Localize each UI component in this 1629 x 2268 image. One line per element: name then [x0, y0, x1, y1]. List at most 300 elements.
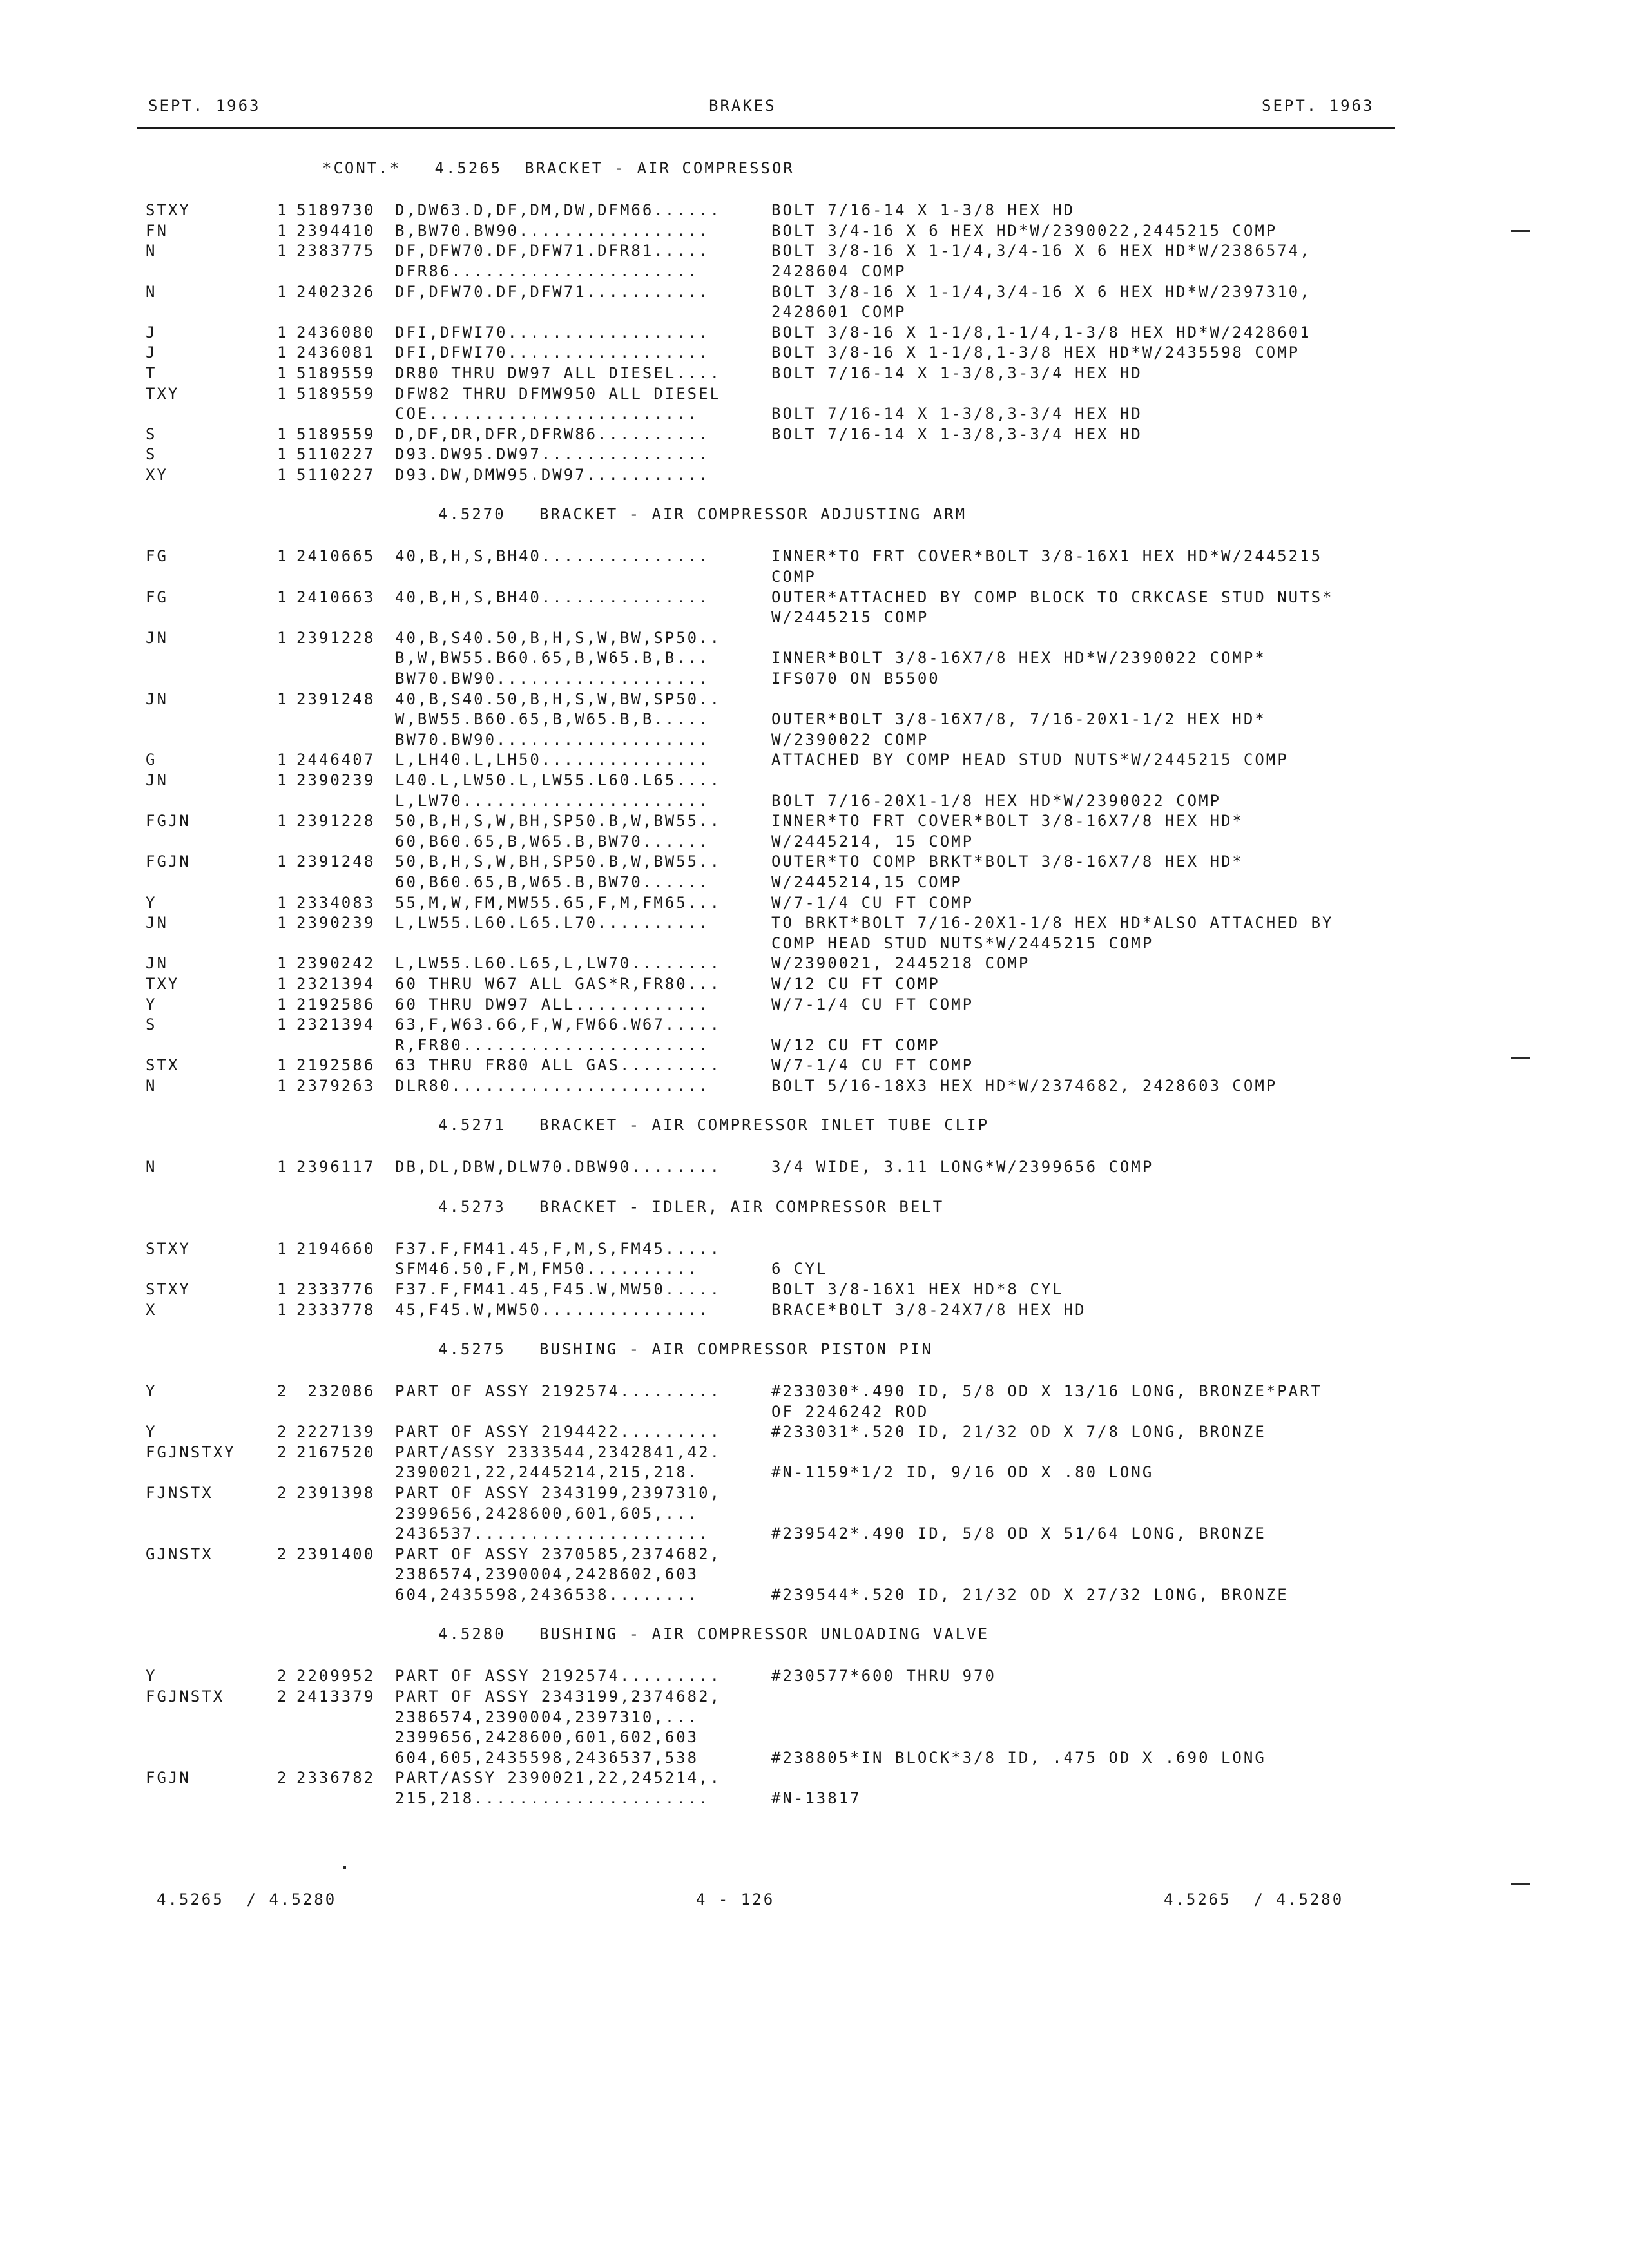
model-code: J [146, 343, 157, 362]
description: #239544*.520 ID, 21/32 OD X 27/32 LONG, BRONZE [771, 1586, 1289, 1604]
application: 50,B,H,S,W,BH,SP50.B,W,BW55.. [395, 852, 722, 871]
entry-line [0, 240, 1629, 261]
description: W/7-1/4 CU FT COMP [771, 893, 974, 912]
model-code: N [146, 282, 157, 301]
quantity: 1 [277, 1056, 289, 1075]
part-number: 5110227 [296, 445, 376, 464]
part-number: 2410663 [296, 588, 376, 606]
description: BOLT 7/16-14 X 1-3/8,3-3/4 HEX HD [771, 405, 1142, 423]
application: 60,B60.65,B,W65.B,BW70...... [395, 873, 710, 891]
entry-line [0, 261, 1629, 282]
entry-line [0, 668, 1629, 689]
part-number: 2321394 [296, 975, 376, 993]
description: W/7-1/4 CU FT COMP [771, 1056, 974, 1075]
entry-line [0, 1300, 1629, 1320]
section-title: *CONT.* 4.5265 BRACKET - AIR COMPRESSOR [322, 159, 795, 177]
application: 2436537..................... [395, 1524, 710, 1543]
entry-line [0, 1401, 1629, 1422]
entry-line [0, 1686, 1629, 1707]
entry-line [0, 1544, 1629, 1564]
model-code: STX [146, 1056, 180, 1075]
part-number: 2390239 [296, 914, 376, 932]
application: 604,2435598,2436538........ [395, 1586, 699, 1604]
entry-line [0, 1788, 1629, 1809]
entry-line [0, 403, 1629, 424]
quantity: 1 [277, 323, 289, 341]
entry-line [0, 1503, 1629, 1524]
application: B,W,BW55.B60.65,B,W65.B,B... [395, 649, 710, 668]
section-title: 4.5273 BRACKET - IDLER, AIR COMPRESSOR BELT [438, 1197, 945, 1216]
part-number: 2391248 [296, 689, 376, 708]
part-number: 2227139 [296, 1423, 376, 1441]
application: 60 THRU DW97 ALL............ [395, 995, 710, 1014]
application: 2386574,2390004,2397310,... [395, 1707, 699, 1726]
application: 2399656,2428600,601,605,... [395, 1504, 699, 1523]
section-title: 4.5275 BUSHING - AIR COMPRESSOR PISTON PIN [438, 1340, 933, 1358]
part-number: 2209952 [296, 1667, 376, 1686]
entry-line [0, 1035, 1629, 1055]
part-number: 2446407 [296, 751, 376, 769]
entry-line [0, 1055, 1629, 1075]
application: DLR80....................... [395, 1077, 710, 1095]
application: 40,B,H,S,BH40............... [395, 588, 710, 606]
model-code: FN [146, 221, 168, 240]
quantity: 1 [277, 547, 289, 566]
header-date-left: SEPT. 1963 [148, 97, 261, 115]
description: BOLT 7/16-14 X 1-3/8,3-3/4 HEX HD [771, 425, 1142, 443]
entry-line [0, 1238, 1629, 1259]
entry-line [0, 648, 1629, 668]
application: 2390021,22,2445214,215,218. [395, 1463, 699, 1482]
entry-line [0, 912, 1629, 933]
application: COE........................ [395, 405, 699, 423]
quantity: 1 [277, 893, 289, 912]
quantity: 2 [277, 1382, 289, 1400]
entry-line [0, 1727, 1629, 1747]
quantity: 1 [277, 975, 289, 993]
quantity: 1 [277, 751, 289, 769]
model-code: T [146, 364, 157, 382]
entry-line [0, 628, 1629, 648]
quantity: 1 [277, 628, 289, 647]
description: #233030*.490 ID, 5/8 OD X 13/16 LONG, BRONZE*PART [771, 1382, 1323, 1400]
part-number: 232086 [296, 1382, 376, 1400]
description: TO BRKT*BOLT 7/16-20X1-1/8 HEX HD*ALSO ATTACHED BY [771, 914, 1334, 932]
part-number: 2336782 [296, 1769, 376, 1787]
application: W,BW55.B60.65,B,W65.B,B..... [395, 710, 710, 729]
entry-line [0, 811, 1629, 831]
entry-line [0, 363, 1629, 383]
entry-line [0, 1442, 1629, 1463]
application: PART/ASSY 2333544,2342841,42. [395, 1443, 722, 1461]
description: BOLT 3/8-16 X 1-1/8,1-1/4,1-3/8 HEX HD*W/2428601 [771, 323, 1311, 341]
part-number: 2334083 [296, 893, 376, 912]
entry-line [0, 1767, 1629, 1788]
entry-line [0, 709, 1629, 729]
application: L,LW55.L60.L65.L70.......... [395, 914, 710, 932]
description: W/12 CU FT COMP [771, 975, 940, 993]
application: D93.DW95.DW97............... [395, 445, 710, 464]
description: W/2390022 COMP [771, 730, 929, 749]
part-number: 2390242 [296, 954, 376, 973]
entry-line [0, 729, 1629, 750]
application: 63 THRU FR80 ALL GAS......... [395, 1056, 722, 1075]
application: 50,B,H,S,W,BH,SP50.B,W,BW55.. [395, 812, 722, 831]
part-number: 2413379 [296, 1687, 376, 1706]
part-number: 2396117 [296, 1158, 376, 1177]
part-number: 2391228 [296, 812, 376, 831]
model-code: N [146, 1158, 157, 1177]
entry-line [0, 424, 1629, 445]
application: L,LW55.L60.L65,L,LW70........ [395, 954, 722, 973]
entry-line [0, 1157, 1629, 1177]
header-date-right: SEPT. 1963 [1262, 97, 1374, 115]
model-code: X [146, 1300, 157, 1319]
part-number: 5189730 [296, 201, 376, 220]
application: PART OF ASSY 2370585,2374682, [395, 1544, 722, 1563]
description: W/2445214, 15 COMP [771, 832, 974, 850]
description: #N-1159*1/2 ID, 9/16 OD X .80 LONG [771, 1463, 1154, 1482]
model-code: J [146, 323, 157, 341]
model-code: STXY [146, 1239, 191, 1258]
application: BW70.BW90................... [395, 669, 710, 687]
quantity: 2 [277, 1443, 289, 1461]
application: DFW82 THRU DFMW950 ALL DIESEL [395, 384, 722, 403]
application: R,FR80...................... [395, 1035, 710, 1054]
stray-dot [343, 1866, 346, 1869]
model-code: TXY [146, 384, 180, 403]
description: INNER*TO FRT COVER*BOLT 3/8-16X1 HEX HD*W/2445215 [771, 547, 1323, 566]
description: BRACE*BOLT 3/8-24X7/8 HEX HD [771, 1300, 1086, 1319]
entry-line [0, 791, 1629, 811]
application: 55,M,W,FM,MW55.65,F,M,FM65... [395, 893, 722, 912]
entry-line [0, 383, 1629, 404]
description: BOLT 7/16-20X1-1/8 HEX HD*W/2390022 COMP [771, 791, 1221, 810]
application: DF,DFW70.DF,DFW71.DFR81..... [395, 242, 710, 260]
description: ATTACHED BY COMP HEAD STUD NUTS*W/2445215 COMP [771, 751, 1289, 769]
quantity: 1 [277, 221, 289, 240]
quantity: 1 [277, 954, 289, 973]
quantity: 1 [277, 242, 289, 260]
part-number: 2436081 [296, 343, 376, 362]
application: D,DW63.D,DF,DM,DW,DFM66...... [395, 201, 722, 220]
part-number: 2402326 [296, 282, 376, 301]
model-code: Y [146, 1423, 157, 1441]
model-code: FGJNSTXY [146, 1443, 236, 1461]
footer-range-right: 4.5265 / 4.5280 [1164, 1890, 1344, 1908]
application: DFI,DFWI70.................. [395, 343, 710, 362]
application: 215,218..................... [395, 1789, 710, 1807]
application: PART OF ASSY 2192574......... [395, 1667, 722, 1686]
quantity: 1 [277, 425, 289, 443]
entry-line [0, 220, 1629, 241]
quantity: 1 [277, 1158, 289, 1177]
quantity: 1 [277, 1077, 289, 1095]
description: #N-13817 [771, 1789, 862, 1807]
description: #239542*.490 ID, 5/8 OD X 51/64 LONG, BRONZE [771, 1524, 1266, 1543]
description: COMP HEAD STUD NUTS*W/2445215 COMP [771, 934, 1154, 952]
model-code: TXY [146, 975, 180, 993]
quantity: 2 [277, 1423, 289, 1441]
entry-line [0, 1666, 1629, 1686]
section-title: 4.5271 BRACKET - AIR COMPRESSOR INLET TUBE CLIP [438, 1116, 990, 1135]
entry-line [0, 1462, 1629, 1483]
part-number: 2391398 [296, 1484, 376, 1502]
entry-line [0, 1523, 1629, 1544]
part-number: 2192586 [296, 995, 376, 1014]
part-number: 2394410 [296, 221, 376, 240]
part-number: 5189559 [296, 425, 376, 443]
model-code: Y [146, 1667, 157, 1686]
quantity: 1 [277, 995, 289, 1014]
margin-mark [1511, 230, 1530, 232]
entry-line [0, 587, 1629, 608]
part-number: 2390239 [296, 771, 376, 789]
quantity: 1 [277, 588, 289, 606]
model-code: FJNSTX [146, 1484, 213, 1502]
application: 2399656,2428600,601,602,603 [395, 1728, 699, 1747]
quantity: 2 [277, 1544, 289, 1563]
description: 2428604 COMP [771, 262, 907, 280]
model-code: FGJNSTX [146, 1687, 225, 1706]
model-code: XY [146, 466, 168, 484]
part-number: 5189559 [296, 384, 376, 403]
header-rule [137, 127, 1395, 129]
entry-line [0, 872, 1629, 892]
description: 3/4 WIDE, 3.11 LONG*W/2399656 COMP [771, 1158, 1154, 1177]
model-code: FGJN [146, 852, 191, 871]
model-code: G [146, 751, 157, 769]
description: #230577*600 THRU 970 [771, 1667, 996, 1686]
description: BOLT 3/8-16X1 HEX HD*8 CYL [771, 1280, 1064, 1298]
model-code: S [146, 1015, 157, 1034]
application: 604,605,2435598,2436537,538 [395, 1748, 699, 1767]
part-number: 2391400 [296, 1544, 376, 1563]
application: 60,B60.65,B,W65.B,BW70...... [395, 832, 710, 850]
description: BOLT 3/8-16 X 1-1/4,3/4-16 X 6 HEX HD*W/2397310, [771, 282, 1311, 301]
part-number: 2167520 [296, 1443, 376, 1461]
model-code: GJNSTX [146, 1544, 213, 1563]
part-number: 2192586 [296, 1056, 376, 1075]
model-code: JN [146, 914, 168, 932]
description: OF 2246242 ROD [771, 1402, 929, 1421]
entry-line [0, 892, 1629, 913]
application: B,BW70.BW90................. [395, 221, 710, 240]
entry-line [0, 444, 1629, 465]
entry-line [0, 1258, 1629, 1279]
entry-line [0, 689, 1629, 709]
entry-line [0, 566, 1629, 587]
application: DB,DL,DBW,DLW70.DBW90........ [395, 1158, 722, 1177]
quantity: 1 [277, 466, 289, 484]
entry-line [0, 322, 1629, 343]
description: OUTER*BOLT 3/8-16X7/8, 7/16-20X1-1/2 HEX HD* [771, 710, 1266, 729]
header-section-title: BRAKES [709, 97, 776, 115]
application: DF,DFW70.DF,DFW71........... [395, 282, 710, 301]
application: L,LH40.L,LH50............... [395, 751, 710, 769]
application: DR80 THRU DW97 ALL DIESEL.... [395, 364, 722, 382]
model-code: Y [146, 995, 157, 1014]
description: INNER*TO FRT COVER*BOLT 3/8-16X7/8 HEX HD* [771, 812, 1244, 831]
entry-line [0, 1279, 1629, 1300]
description: COMP [771, 568, 816, 586]
quantity: 2 [277, 1769, 289, 1787]
entry-line [0, 1747, 1629, 1768]
entry-line [0, 933, 1629, 954]
entry-line [0, 974, 1629, 994]
quantity: 1 [277, 1280, 289, 1298]
quantity: 1 [277, 852, 289, 871]
entry-line [0, 953, 1629, 974]
entry-line [0, 342, 1629, 363]
application: F37.F,FM41.45,F45.W,MW50..... [395, 1280, 722, 1298]
part-number: 2436080 [296, 323, 376, 341]
section-title: 4.5280 BUSHING - AIR COMPRESSOR UNLOADING VALVE [438, 1625, 990, 1644]
quantity: 1 [277, 1239, 289, 1258]
application: 40,B,H,S,BH40............... [395, 547, 710, 566]
quantity: 1 [277, 771, 289, 789]
application: L40.L,LW50.L,LW55.L60.L65.... [395, 771, 722, 789]
application: 40,B,S40.50,B,H,S,W,BW,SP50.. [395, 689, 722, 708]
part-number: 5110227 [296, 466, 376, 484]
description: W/2390021, 2445218 COMP [771, 954, 1030, 973]
application: D,DF,DR,DFR,DFRW86.......... [395, 425, 710, 443]
description: BOLT 7/16-14 X 1-3/8,3-3/4 HEX HD [771, 364, 1142, 382]
application: D93.DW,DMW95.DW97........... [395, 466, 710, 484]
entry-line [0, 607, 1629, 628]
entry-line [0, 851, 1629, 872]
footer-range-left: 4.5265 / 4.5280 [157, 1890, 337, 1908]
quantity: 1 [277, 343, 289, 362]
quantity: 2 [277, 1687, 289, 1706]
entry-line [0, 770, 1629, 791]
application: SFM46.50,F,M,FM50.......... [395, 1260, 699, 1278]
application: 45,F45.W,MW50............... [395, 1300, 710, 1319]
application: 40,B,S40.50,B,H,S,W,BW,SP50.. [395, 628, 722, 647]
entry-line [0, 200, 1629, 220]
entry-line [0, 1707, 1629, 1727]
part-number: 2194660 [296, 1239, 376, 1258]
part-number: 2391248 [296, 852, 376, 871]
model-code: S [146, 445, 157, 464]
quantity: 1 [277, 812, 289, 831]
model-code: FG [146, 547, 168, 566]
quantity: 1 [277, 282, 289, 301]
application: 63,F,W63.66,F,W,FW66.W67..... [395, 1015, 722, 1034]
part-number: 2333776 [296, 1280, 376, 1298]
part-number: 2379263 [296, 1077, 376, 1095]
model-code: JN [146, 689, 168, 708]
application: 60 THRU W67 ALL GAS*R,FR80... [395, 975, 722, 993]
model-code: FG [146, 588, 168, 606]
entry-line [0, 1483, 1629, 1503]
description: BOLT 3/4-16 X 6 HEX HD*W/2390022,2445215 COMP [771, 221, 1278, 240]
description: W/2445215 COMP [771, 608, 929, 627]
margin-mark [1511, 1883, 1530, 1885]
description: BOLT 3/8-16 X 1-1/8,1-3/8 HEX HD*W/2435598 COMP [771, 343, 1300, 362]
description: W/7-1/4 CU FT COMP [771, 995, 974, 1014]
entry-line [0, 546, 1629, 566]
description: OUTER*TO COMP BRKT*BOLT 3/8-16X7/8 HEX HD* [771, 852, 1244, 871]
description: INNER*BOLT 3/8-16X7/8 HEX HD*W/2390022 COMP* [771, 649, 1266, 668]
quantity: 1 [277, 914, 289, 932]
model-code: S [146, 425, 157, 443]
model-code: JN [146, 954, 168, 973]
entry-line [0, 1381, 1629, 1401]
application: F37.F,FM41.45,F,M,S,FM45..... [395, 1239, 722, 1258]
description: BOLT 3/8-16 X 1-1/4,3/4-16 X 6 HEX HD*W/2386574, [771, 242, 1311, 260]
model-code: FGJN [146, 1769, 191, 1787]
part-number: 5189559 [296, 364, 376, 382]
part-number: 2383775 [296, 242, 376, 260]
entry-line [0, 994, 1629, 1015]
entry-line [0, 1564, 1629, 1584]
description: #238805*IN BLOCK*3/8 ID, .475 OD X .690 LONG [771, 1748, 1266, 1767]
quantity: 2 [277, 1484, 289, 1502]
quantity: 1 [277, 364, 289, 382]
model-code: STXY [146, 201, 191, 220]
quantity: 1 [277, 445, 289, 464]
quantity: 1 [277, 689, 289, 708]
description: 2428601 COMP [771, 303, 907, 322]
model-code: N [146, 242, 157, 260]
application: PART/ASSY 2390021,22,245214,. [395, 1769, 722, 1787]
model-code: N [146, 1077, 157, 1095]
entry-line [0, 465, 1629, 485]
part-number: 2410665 [296, 547, 376, 566]
quantity: 2 [277, 1667, 289, 1686]
description: BOLT 5/16-18X3 HEX HD*W/2374682, 2428603 COMP [771, 1077, 1278, 1095]
quantity: 1 [277, 384, 289, 403]
margin-mark [1511, 1057, 1530, 1059]
application: PART OF ASSY 2343199,2374682, [395, 1687, 722, 1706]
entry-line [0, 749, 1629, 770]
application: PART OF ASSY 2192574......... [395, 1382, 722, 1400]
model-code: STXY [146, 1280, 191, 1298]
entry-line [0, 282, 1629, 302]
model-code: FGJN [146, 812, 191, 831]
application: BW70.BW90................... [395, 730, 710, 749]
part-number: 2333778 [296, 1300, 376, 1319]
application: PART OF ASSY 2194422......... [395, 1423, 722, 1441]
entry-line [0, 1075, 1629, 1096]
entry-line [0, 1421, 1629, 1442]
model-code: JN [146, 628, 168, 647]
model-code: JN [146, 771, 168, 789]
application: PART OF ASSY 2343199,2397310, [395, 1484, 722, 1502]
description: OUTER*ATTACHED BY COMP BLOCK TO CRKCASE STUD NUTS* [771, 588, 1334, 606]
description: W/12 CU FT COMP [771, 1035, 940, 1054]
description: BOLT 7/16-14 X 1-3/8 HEX HD [771, 201, 1075, 220]
application: DFR86...................... [395, 262, 699, 280]
description: #233031*.520 ID, 21/32 OD X 7/8 LONG, BRONZE [771, 1423, 1266, 1441]
quantity: 1 [277, 1015, 289, 1034]
entry-line [0, 302, 1629, 322]
description: 6 CYL [771, 1260, 828, 1278]
section-title: 4.5270 BRACKET - AIR COMPRESSOR ADJUSTING ARM [438, 505, 967, 524]
model-code: Y [146, 893, 157, 912]
part-number: 2391228 [296, 628, 376, 647]
application: DFI,DFWI70.................. [395, 323, 710, 341]
application: L,LW70...................... [395, 791, 710, 810]
part-number: 2321394 [296, 1015, 376, 1034]
entry-line [0, 1584, 1629, 1605]
description: W/2445214,15 COMP [771, 873, 963, 891]
quantity: 1 [277, 201, 289, 220]
quantity: 1 [277, 1300, 289, 1319]
application: 2386574,2390004,2428602,603 [395, 1565, 699, 1584]
model-code: Y [146, 1382, 157, 1400]
